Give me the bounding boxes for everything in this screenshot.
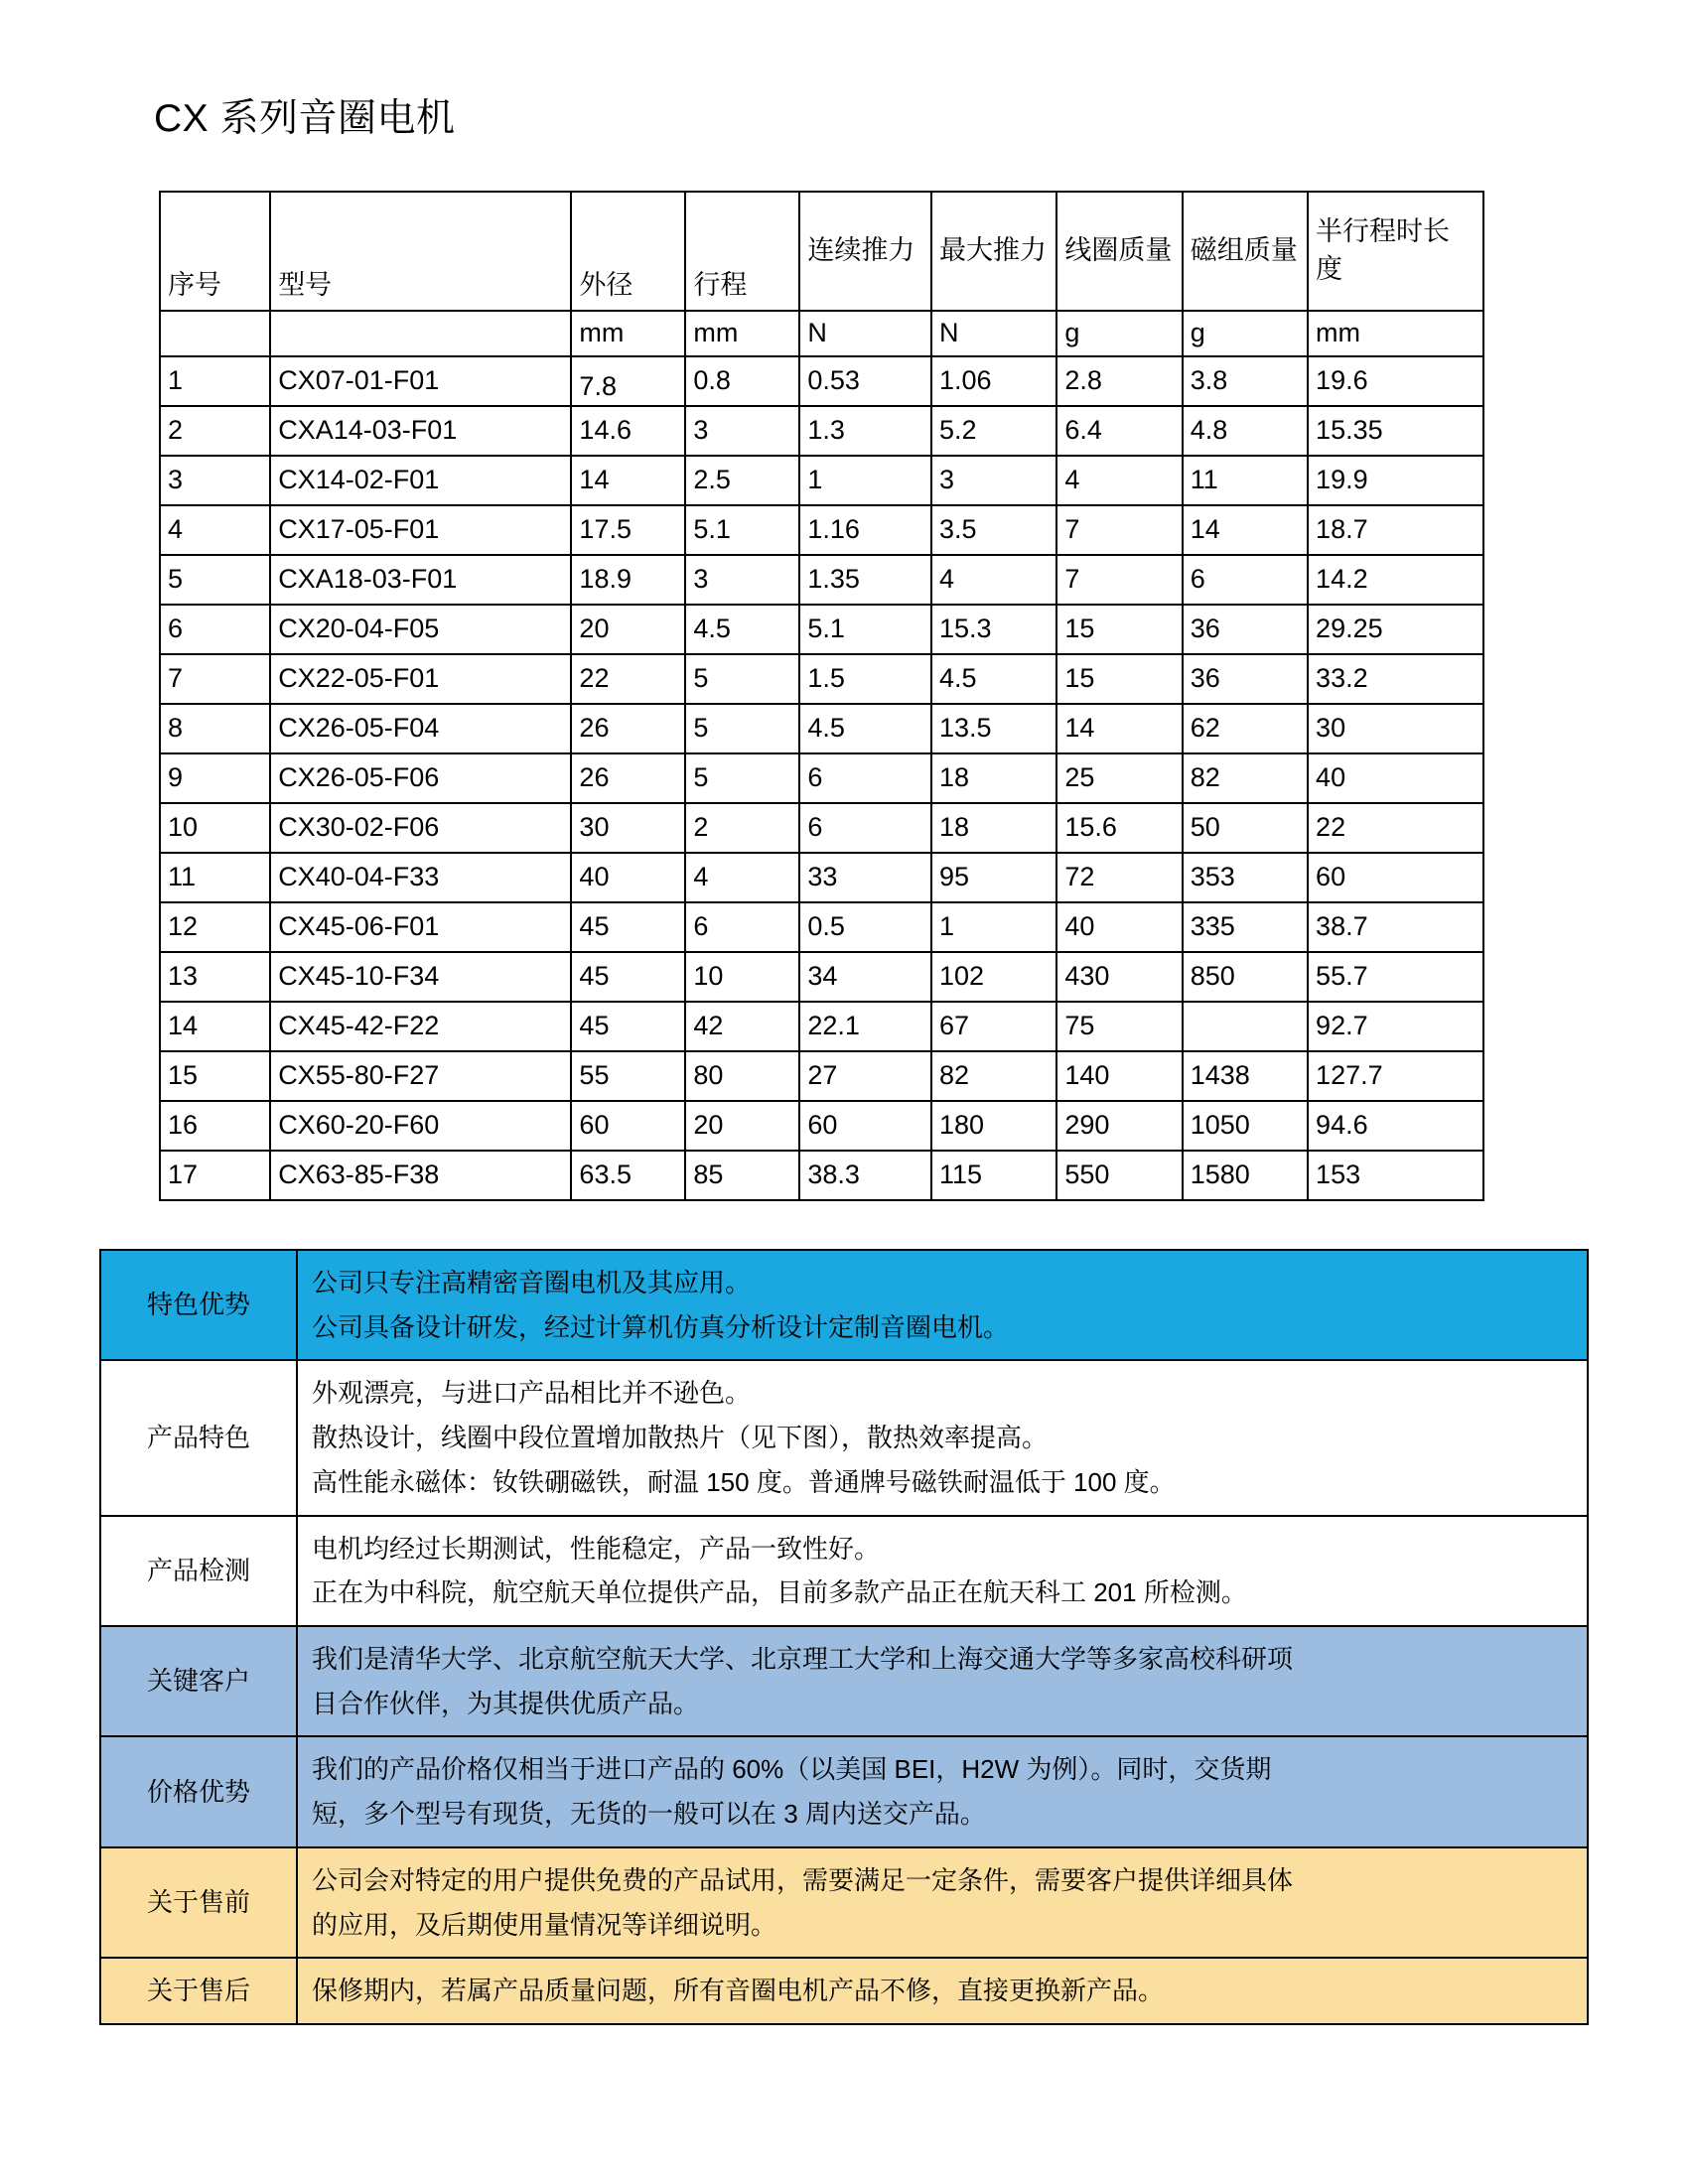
feature-row: [100, 1250, 1588, 1360]
col-header-stroke: 行程: [685, 192, 799, 311]
cell-max-force: 115: [931, 1151, 1056, 1200]
cell-index: 9: [160, 753, 270, 803]
col-header-continuous-force-text: 连续推力: [807, 234, 915, 265]
cell-stroke: 6: [685, 902, 799, 952]
col-header-half-stroke-length: [1308, 192, 1483, 311]
table-row: [160, 853, 1483, 902]
feature-row: [100, 1847, 1588, 1958]
unit-half-stroke-length: mm: [1308, 311, 1483, 356]
feature-label: 关于售后: [100, 1958, 297, 2024]
cell-coil-mass: 290: [1056, 1101, 1182, 1151]
table-row: [160, 803, 1483, 853]
cell-stroke: 10: [685, 952, 799, 1002]
cell-stroke: 5: [685, 654, 799, 704]
cell-max-force: 1.06: [931, 356, 1056, 406]
cell-half-stroke-length: 153: [1308, 1151, 1483, 1200]
cell-model: CX07-01-F01: [270, 356, 571, 406]
cell-half-stroke-length: 127.7: [1308, 1051, 1483, 1101]
cell-model: CX26-05-F04: [270, 704, 571, 753]
cell-outer-diameter: 45: [571, 952, 685, 1002]
feature-line: 外观漂亮，与进口产品相比并不逊色。: [312, 1378, 752, 1409]
cell-model: CX30-02-F06: [270, 803, 571, 853]
cell-max-force: 95: [931, 853, 1056, 902]
col-header-coil-mass: [1056, 192, 1182, 311]
spec-unit-row: [160, 311, 1483, 356]
cell-continuous-force: 1: [799, 456, 931, 505]
cell-index: 3: [160, 456, 270, 505]
unit-continuous-force: N: [799, 311, 931, 356]
cell-stroke: 2: [685, 803, 799, 853]
cell-outer-diameter: 14.6: [571, 406, 685, 456]
feature-label: 关于售前: [100, 1847, 297, 1958]
cell-half-stroke-length: 40: [1308, 753, 1483, 803]
feature-row: [100, 1736, 1588, 1846]
cell-coil-mass: 15.6: [1056, 803, 1182, 853]
feature-description: [297, 1736, 1588, 1846]
cell-half-stroke-length: 29.25: [1308, 605, 1483, 654]
cell-max-force: 4.5: [931, 654, 1056, 704]
cell-stroke: 42: [685, 1002, 799, 1051]
cell-model: CX20-04-F05: [270, 605, 571, 654]
cell-index: 16: [160, 1101, 270, 1151]
cell-outer-diameter: 18.9: [571, 555, 685, 605]
cell-model: CX22-05-F01: [270, 654, 571, 704]
feature-line: 正在为中科院，航空航天单位提供产品，目前多款产品正在航天科工 201 所检测。: [312, 1577, 1247, 1608]
cell-index: 14: [160, 1002, 270, 1051]
cell-index: 2: [160, 406, 270, 456]
feature-row: [100, 1516, 1588, 1626]
cell-magnet-mass: 4.8: [1183, 406, 1308, 456]
cell-magnet-mass: 1580: [1183, 1151, 1308, 1200]
cell-outer-diameter: 26: [571, 753, 685, 803]
cell-coil-mass: 140: [1056, 1051, 1182, 1101]
cell-continuous-force: 1.16: [799, 505, 931, 555]
col-header-index: 序号: [160, 192, 270, 311]
cell-outer-diameter: 22: [571, 654, 685, 704]
cell-half-stroke-length: 38.7: [1308, 902, 1483, 952]
cell-outer-diameter: 55: [571, 1051, 685, 1101]
cell-index: 17: [160, 1151, 270, 1200]
feature-row: [100, 1958, 1588, 2024]
cell-outer-diameter: 45: [571, 902, 685, 952]
cell-half-stroke-length: 22: [1308, 803, 1483, 853]
motor-spec-table: [159, 191, 1484, 1201]
cell-magnet-mass: [1183, 1002, 1308, 1051]
cell-stroke: 5: [685, 753, 799, 803]
cell-magnet-mass: 36: [1183, 654, 1308, 704]
feature-label: 产品特色: [100, 1360, 297, 1515]
col-header-magnet-mass: [1183, 192, 1308, 311]
cell-index: 11: [160, 853, 270, 902]
cell-outer-diameter: 26: [571, 704, 685, 753]
table-row: [160, 1051, 1483, 1101]
cell-coil-mass: 2.8: [1056, 356, 1182, 406]
cell-continuous-force: 27: [799, 1051, 931, 1101]
cell-continuous-force: 1.5: [799, 654, 931, 704]
feature-line: 公司会对特定的用户提供免费的产品试用，需要满足一定条件，需要客户提供详细具体: [312, 1864, 1294, 1895]
cell-model: CXA18-03-F01: [270, 555, 571, 605]
cell-outer-diameter: 63.5: [571, 1151, 685, 1200]
feature-line: 目合作伙伴，为其提供优质产品。: [312, 1688, 700, 1718]
table-row: [160, 356, 1483, 406]
cell-model: CX17-05-F01: [270, 505, 571, 555]
cell-continuous-force: 1.35: [799, 555, 931, 605]
cell-max-force: 15.3: [931, 605, 1056, 654]
cell-max-force: 13.5: [931, 704, 1056, 753]
cell-max-force: 102: [931, 952, 1056, 1002]
cell-outer-diameter: 30: [571, 803, 685, 853]
feature-row: [100, 1626, 1588, 1736]
spec-table-container: [159, 191, 1484, 1201]
cell-model: CX63-85-F38: [270, 1151, 571, 1200]
col-header-continuous-force: [799, 192, 931, 311]
cell-index: 7: [160, 654, 270, 704]
cell-model: CX45-42-F22: [270, 1002, 571, 1051]
cell-coil-mass: 75: [1056, 1002, 1182, 1051]
unit-stroke: mm: [685, 311, 799, 356]
cell-outer-diameter: 17.5: [571, 505, 685, 555]
cell-continuous-force: 22.1: [799, 1002, 931, 1051]
cell-stroke: 80: [685, 1051, 799, 1101]
cell-half-stroke-length: 94.6: [1308, 1101, 1483, 1151]
cell-coil-mass: 15: [1056, 654, 1182, 704]
cell-index: 13: [160, 952, 270, 1002]
cell-model: CX26-05-F06: [270, 753, 571, 803]
cell-max-force: 67: [931, 1002, 1056, 1051]
cell-continuous-force: 6: [799, 753, 931, 803]
cell-stroke: 5.1: [685, 505, 799, 555]
cell-stroke: 5: [685, 704, 799, 753]
feature-line: 保修期内，若属产品质量问题，所有音圈电机产品不修，直接更换新产品。: [312, 1976, 1165, 2006]
cell-half-stroke-length: 18.7: [1308, 505, 1483, 555]
table-row: [160, 605, 1483, 654]
unit-model: [270, 311, 571, 356]
cell-model: CXA14-03-F01: [270, 406, 571, 456]
cell-outer-diameter: 20: [571, 605, 685, 654]
cell-continuous-force: 34: [799, 952, 931, 1002]
page-title: CX 系列音圈电机: [154, 97, 456, 140]
cell-magnet-mass: 36: [1183, 605, 1308, 654]
cell-index: 12: [160, 902, 270, 952]
cell-coil-mass: 40: [1056, 902, 1182, 952]
cell-outer-diameter: 60: [571, 1101, 685, 1151]
cell-magnet-mass: 353: [1183, 853, 1308, 902]
col-header-model: 型号: [270, 192, 571, 311]
col-header-coil-mass-text: 线圈质量: [1064, 234, 1173, 265]
cell-index: 1: [160, 356, 270, 406]
cell-coil-mass: 15: [1056, 605, 1182, 654]
cell-magnet-mass: 1050: [1183, 1101, 1308, 1151]
cell-half-stroke-length: 60: [1308, 853, 1483, 902]
table-row: [160, 1151, 1483, 1200]
cell-stroke: 3: [685, 406, 799, 456]
cell-outer-diameter: 45: [571, 1002, 685, 1051]
cell-half-stroke-length: 19.6: [1308, 356, 1483, 406]
cell-continuous-force: 0.53: [799, 356, 931, 406]
feature-description: [297, 1250, 1588, 1360]
cell-continuous-force: 6: [799, 803, 931, 853]
cell-stroke: 4: [685, 853, 799, 902]
table-row: [160, 1101, 1483, 1151]
feature-row: [100, 1360, 1588, 1515]
feature-line: 我们是清华大学、北京航空航天大学、北京理工大学和上海交通大学等多家高校科研项: [312, 1644, 1294, 1675]
cell-magnet-mass: 335: [1183, 902, 1308, 952]
col-header-max-force: [931, 192, 1056, 311]
col-header-magnet-mass-text: 磁组质量: [1190, 234, 1298, 265]
cell-half-stroke-length: 33.2: [1308, 654, 1483, 704]
feature-label: 产品检测: [100, 1516, 297, 1626]
cell-index: 10: [160, 803, 270, 853]
cell-coil-mass: 72: [1056, 853, 1182, 902]
cell-index: 4: [160, 505, 270, 555]
feature-table: [99, 1249, 1589, 2025]
cell-index: 6: [160, 605, 270, 654]
cell-coil-mass: 6.4: [1056, 406, 1182, 456]
unit-max-force: N: [931, 311, 1056, 356]
feature-line: 的应用，及后期使用量情况等详细说明。: [312, 1909, 777, 1940]
cell-magnet-mass: 50: [1183, 803, 1308, 853]
cell-half-stroke-length: 92.7: [1308, 1002, 1483, 1051]
cell-coil-mass: 7: [1056, 555, 1182, 605]
feature-description: [297, 1626, 1588, 1736]
cell-magnet-mass: 3.8: [1183, 356, 1308, 406]
feature-description: [297, 1516, 1588, 1626]
cell-stroke: 0.8: [685, 356, 799, 406]
cell-index: 5: [160, 555, 270, 605]
cell-coil-mass: 550: [1056, 1151, 1182, 1200]
cell-max-force: 18: [931, 753, 1056, 803]
cell-continuous-force: 0.5: [799, 902, 931, 952]
cell-coil-mass: 7: [1056, 505, 1182, 555]
cell-coil-mass: 25: [1056, 753, 1182, 803]
table-row: [160, 555, 1483, 605]
cell-max-force: 82: [931, 1051, 1056, 1101]
unit-coil-mass: g: [1056, 311, 1182, 356]
spec-table-body: [160, 356, 1483, 1200]
feature-label: 价格优势: [100, 1736, 297, 1846]
cell-continuous-force: 5.1: [799, 605, 931, 654]
cell-continuous-force: 1.3: [799, 406, 931, 456]
unit-outer-diameter: mm: [571, 311, 685, 356]
cell-magnet-mass: 1438: [1183, 1051, 1308, 1101]
cell-outer-diameter: 7.8: [571, 362, 685, 412]
cell-model: CX55-80-F27: [270, 1051, 571, 1101]
table-row: [160, 753, 1483, 803]
unit-index: [160, 311, 270, 356]
cell-max-force: 4: [931, 555, 1056, 605]
cell-coil-mass: 4: [1056, 456, 1182, 505]
feature-line: 短，多个型号有现货，无货的一般可以在 3 周内送交产品。: [312, 1799, 986, 1830]
cell-magnet-mass: 850: [1183, 952, 1308, 1002]
col-header-outer-diameter: 外径: [571, 192, 685, 311]
cell-max-force: 3.5: [931, 505, 1056, 555]
cell-coil-mass: 430: [1056, 952, 1182, 1002]
cell-half-stroke-length: 30: [1308, 704, 1483, 753]
feature-description: [297, 1847, 1588, 1958]
cell-model: CX40-04-F33: [270, 853, 571, 902]
feature-label: 关键客户: [100, 1626, 297, 1736]
cell-magnet-mass: 6: [1183, 555, 1308, 605]
cell-stroke: 85: [685, 1151, 799, 1200]
feature-line: 电机均经过长期测试，性能稳定，产品一致性好。: [312, 1533, 881, 1564]
cell-stroke: 3: [685, 555, 799, 605]
table-row: [160, 1002, 1483, 1051]
cell-outer-diameter: 14: [571, 456, 685, 505]
cell-max-force: 5.2: [931, 406, 1056, 456]
cell-half-stroke-length: 55.7: [1308, 952, 1483, 1002]
feature-description: [297, 1958, 1588, 2024]
cell-max-force: 180: [931, 1101, 1056, 1151]
spec-table-head: [160, 192, 1483, 356]
cell-index: 15: [160, 1051, 270, 1101]
unit-magnet-mass: g: [1183, 311, 1308, 356]
cell-model: CX60-20-F60: [270, 1101, 571, 1151]
cell-model: CX14-02-F01: [270, 456, 571, 505]
feature-table-container: [99, 1249, 1589, 2025]
cell-half-stroke-length: 14.2: [1308, 555, 1483, 605]
cell-stroke: 4.5: [685, 605, 799, 654]
table-row: [160, 704, 1483, 753]
feature-label: 特色优势: [100, 1250, 297, 1360]
cell-outer-diameter: 40: [571, 853, 685, 902]
table-row: [160, 952, 1483, 1002]
feature-line: 公司只专注高精密音圈电机及其应用。: [312, 1268, 752, 1297]
cell-magnet-mass: 11: [1183, 456, 1308, 505]
cell-continuous-force: 4.5: [799, 704, 931, 753]
spec-header-row: [160, 192, 1483, 311]
cell-max-force: 18: [931, 803, 1056, 853]
feature-line: 高性能永磁体：钕铁硼磁铁，耐温 150 度。普通牌号磁铁耐温低于 100 度。: [312, 1466, 1176, 1497]
cell-stroke: 2.5: [685, 456, 799, 505]
cell-continuous-force: 38.3: [799, 1151, 931, 1200]
table-row: [160, 406, 1483, 456]
cell-magnet-mass: 62: [1183, 704, 1308, 753]
cell-max-force: 1: [931, 902, 1056, 952]
cell-max-force: 3: [931, 456, 1056, 505]
table-row: [160, 505, 1483, 555]
cell-continuous-force: 33: [799, 853, 931, 902]
feature-line: 散热设计，线圈中段位置增加散热片（见下图），散热效率提高。: [312, 1423, 1049, 1453]
table-row: [160, 902, 1483, 952]
cell-magnet-mass: 14: [1183, 505, 1308, 555]
cell-half-stroke-length: 19.9: [1308, 456, 1483, 505]
cell-model: CX45-06-F01: [270, 902, 571, 952]
cell-model: CX45-10-F34: [270, 952, 571, 1002]
cell-magnet-mass: 82: [1183, 753, 1308, 803]
cell-continuous-force: 60: [799, 1101, 931, 1151]
cell-stroke: 20: [685, 1101, 799, 1151]
cell-coil-mass: 14: [1056, 704, 1182, 753]
feature-table-body: [100, 1250, 1588, 2024]
feature-line: 公司具备设计研发，经过计算机仿真分析设计定制音圈电机。: [312, 1311, 1010, 1342]
feature-description: [297, 1360, 1588, 1515]
table-row: [160, 456, 1483, 505]
cell-index: 8: [160, 704, 270, 753]
feature-line: 我们的产品价格仅相当于进口产品的 60%（以美国 BEI，H2W 为例）。同时，交货期: [312, 1754, 1272, 1785]
cell-half-stroke-length: 15.35: [1308, 406, 1483, 456]
col-header-half-stroke-length-text: 半行程时长度: [1316, 215, 1451, 284]
table-row: [160, 654, 1483, 704]
col-header-max-force-text: 最大推力: [939, 234, 1048, 265]
